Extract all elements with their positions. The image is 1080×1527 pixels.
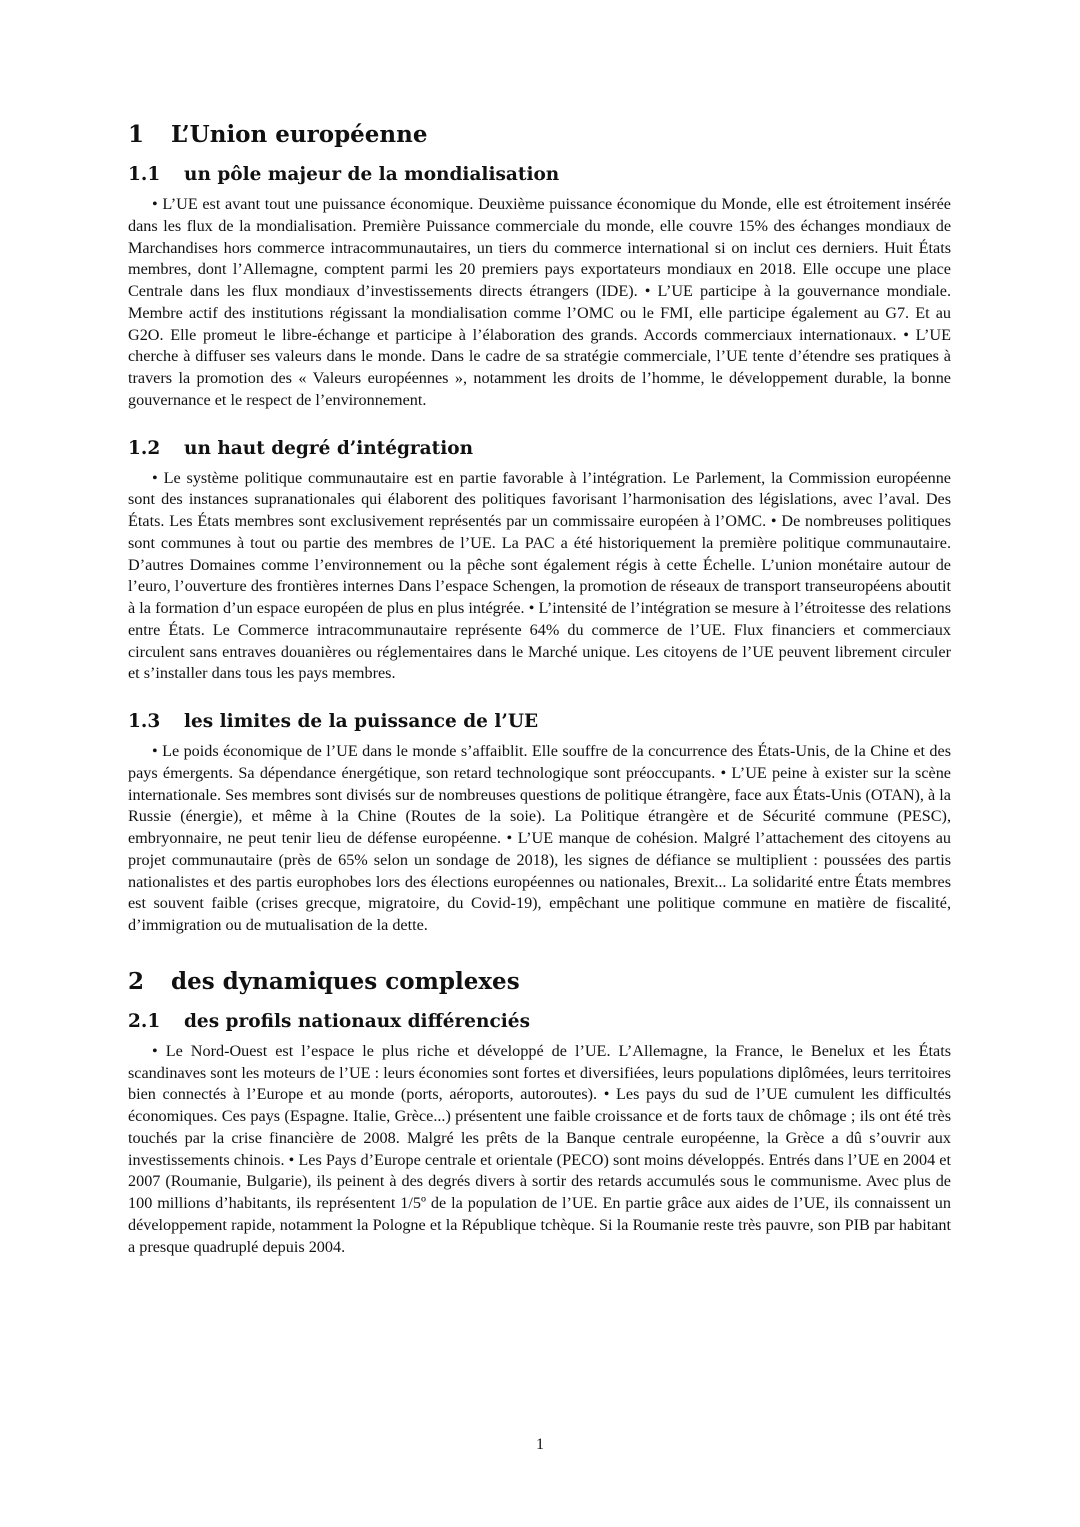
subsection-title: les limites de la puissance de l’UE	[184, 711, 539, 732]
section-title: des dynamiques complexes	[171, 967, 520, 995]
section-number: 2	[128, 967, 145, 995]
subsection-number: 1.3	[128, 711, 161, 732]
document-page	[128, 120, 951, 1258]
paragraph-1-2: • Le système politique communautaire est en partie favorable à l’intégration. Le Parlement, la Commission européenne sont des instances supranationales qui élaborent des politiques favorisant l’harmonisation des législations, avec l’aval. Des États. Les États membres sont exclusivement représentés par un commissaire européen à l’OMC. • De nombreuses politiques sont communes à tout ou partie des membres de l’UE. La PAC a été historiquement la première politique communautaire. D’autres Domaines comme l’environnement ou la pêche sont également régis à cette Échelle. L’union monétaire autour de l’euro, l’ouverture des frontières internes Dans l’espace Schengen, la promotion de réseaux de transport transeuropéens aboutit à la formation d’un espace européen de plus en plus intégrée. • L’intensité de l’intégration se mesure à l’étroitesse des relations entre États. Le Commerce intracommunautaire représente 64% du commerce de l’UE. Flux financiers et commerciaux circulent sans entraves douanières ou réglementaires dans le Marché unique. Les citoyens de l’UE peuvent librement circuler et s’installer dans tous les pays membres.	[128, 468, 951, 683]
section-number: 1	[128, 121, 145, 148]
subsection-number: 1.1	[128, 164, 161, 185]
subsection-number: 1.2	[128, 437, 161, 459]
subsection-title: un haut degré d’intégration	[184, 437, 474, 459]
subsection-number: 2.1	[128, 1010, 161, 1032]
subsection-heading-2-1	[128, 1009, 951, 1035]
section-heading-1	[128, 120, 951, 150]
subsection-title: des profils nationaux différenciés	[184, 1010, 530, 1032]
subsection-heading-1-2	[128, 436, 951, 462]
paragraph-1-3: • Le poids économique de l’UE dans le monde s’affaiblit. Elle souffre de la concurrence des États-Unis, de la Chine et des pays émergents. Sa dépendance énergétique, son retard technologique sont préoccupants. • L’UE peine à exister sur la scène internationale. Ses membres sont divisés sur de nombreuses questions de politique étrangère, face aux États-Unis (OTAN), à la Russie (énergie), et même à la Chine (Routes de la soie). La Politique étrangère et de Sécurité commune (PESC), embryonnaire, ne peut tenir lieu de défense européenne. • L’UE manque de cohésion. Malgré l’attachement des citoyens au projet communautaire (près de 65% selon un sondage de 2018), les signes de défiance se multiplient : poussées des partis nationalistes et des partis europhobes lors des élections européennes ou nationales, Brexit... La solidarité entre États membres est souvent faible (crises grecque, migratoire, du Covid-19), empêchant une politique commune en matière de fiscalité, d’immigration ou de mutualisation de la dette.	[128, 742, 951, 934]
paragraph-1-1: • L’UE est avant tout une puissance économique. Deuxième puissance économique du Monde, elle est étroitement insérée dans les flux de la mondialisation. Première Puissance commerciale du monde, elle couvre 15% des échanges mondiaux de Marchandises hors commerce intracommunautaires, un tiers du commerce international si on inclut ces derniers. Huit États membres, dont l’Allemagne, comptent parmi les 20 premiers pays exportateurs mondiaux en 2018. Elle occupe une place Centrale dans les flux mondiaux d’investissements directs étrangers (IDE). • L’UE participe à la gouvernance mondiale. Membre actif des institutions régissant la mondialisation comme l’OMC ou le FMI, elle participe également au G7. Et au G2O. Elle promeut le libre-échange et participe à l’élaboration des grands. Accords commerciaux internationaux. • L’UE cherche à diffuser ses valeurs dans le monde. Dans le cadre de sa stratégie commerciale, l’UE tente d’étendre ses pratiques à travers la promotion des « Valeurs européennes », notamment les droits de l’homme, le développement durable, la bonne gouvernance et le respect de l’environnement.	[128, 195, 951, 409]
section-heading-2	[128, 967, 951, 997]
section-title: L’Union européenne	[171, 121, 428, 148]
subsection-heading-1-3	[128, 709, 951, 735]
subsection-title: un pôle majeur de la mondialisation	[184, 164, 560, 185]
subsection-heading-1-1	[128, 162, 951, 188]
page-number: 1	[536, 1436, 544, 1453]
paragraph-2-1: • Le Nord-Ouest est l’espace le plus riche et développé de l’UE. L’Allemagne, la France, le Benelux et les États scandinaves sont les moteurs de l’UE : leurs économies sont fortes et diversifiées, leurs populations diplômées, leurs territoires bien connectés à l’Europe et au monde (ports, aéroports, autoroutes). • Les pays du sud de l’UE cumulent les difficultés économiques. Ces pays (Espagne. Italie, Grèce...) présentent une faible croissance et de forts taux de chômage ; ils ont été très touchés par la crise financière de 2008. Malgré les prêts de la Banque centrale européenne, la Grèce a dû s’ouvrir aux investissements chinois. • Les Pays d’Europe centrale et orientale (PECO) sont moins développés. Entrés dans l’UE en 2004 et 2007 (Roumanie, Bulgarie), ils peinent à des degrés divers à sortir des retards accumulés sous le communisme. Avec plus de 100 millions d’habitants, ils représentent 1/5º de la population de l’UE. En partie grâce aux aides de l’UE, ils connaissent un développement rapide, notamment la Pologne et la République tchèque. Si la Roumanie reste très pauvre, son PIB par habitant a presque quadruplé depuis 2004.	[128, 1041, 951, 1256]
